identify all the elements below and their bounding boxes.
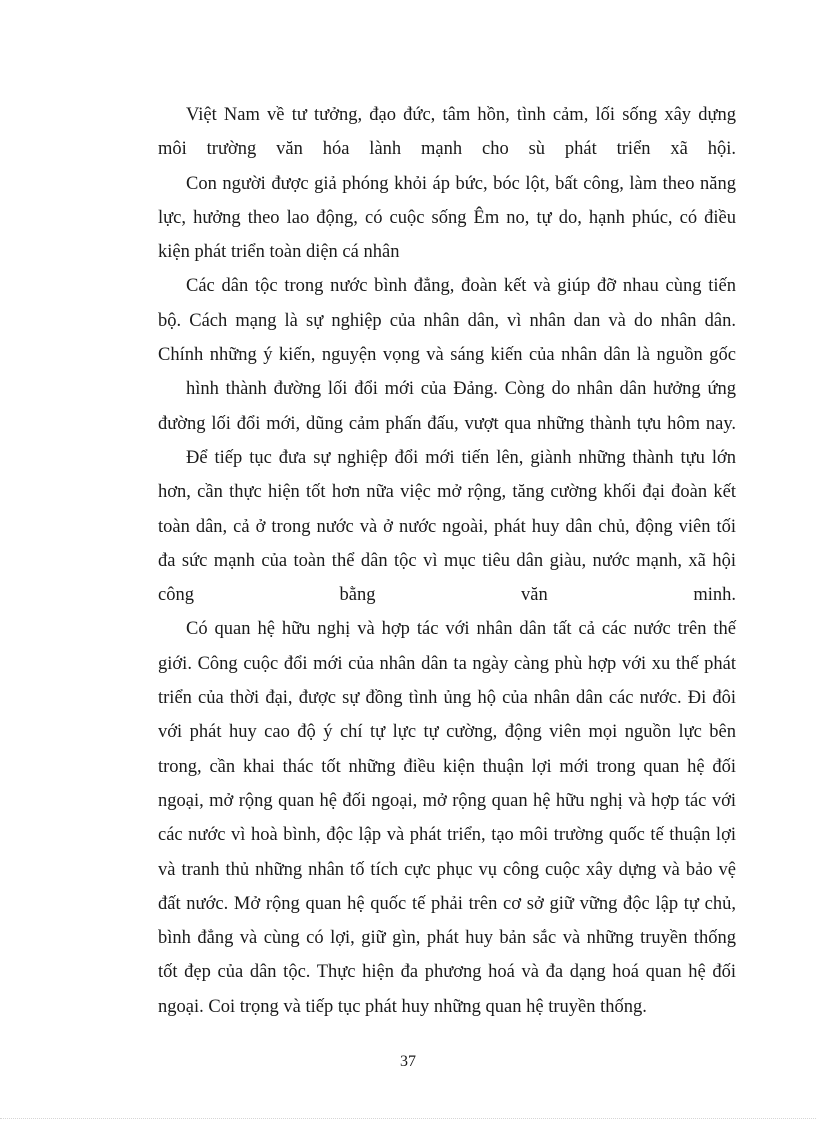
- text-line: đa sức mạnh của toàn thể dân tộc vì mục tiêu dân giàu, nước mạnh, xã hội: [158, 550, 736, 571]
- text-line: Con người được giả phóng khỏi áp bức, bóc lột, bất công, làm theo năng: [186, 173, 736, 194]
- text-line: ngoại, mở rộng quan hệ đối ngoại, mở rộng quan hệ hữu nghị và hợp tác với: [158, 790, 736, 811]
- text-line: tốt đẹp của dân tộc. Thực hiện đa phương hoá và đa dạng hoá quan hệ đối: [158, 962, 736, 983]
- text-line: Việt Nam về tư tưởng, đạo đức, tâm hồn, tình cảm, lối sống xây dựng: [186, 105, 736, 125]
- text-line: Các dân tộc trong nước bình đẳng, đoàn kết và giúp đỡ nhau cùng tiến: [186, 276, 736, 297]
- text-line: ngoại. Coi trọng và tiếp tục phát huy những quan hệ truyền thống.: [158, 996, 647, 1017]
- text-line: bộ. Cách mạng là sự nghiệp của nhân dân, vì nhân dan và do nhân dân.: [158, 310, 736, 331]
- text-line: hơn, cần thực hiện tốt hơn nữa việc mở rộng, tăng cường khối đại đoàn kết: [158, 482, 736, 503]
- text-line: toàn dân, cả ở trong nước và ở nước ngoài, phát huy dân chủ, động viên tối: [158, 516, 736, 537]
- text-line: và tranh thủ những nhân tố tích cực phục vụ công cuộc xây dựng và bảo vệ: [158, 859, 736, 880]
- text-line: với phát huy cao độ ý chí tự lực tự cường, động viên mọi nguồn lực bên: [158, 722, 736, 743]
- text-line: các nước vì hoà bình, độc lập và phát triển, tạo môi trường quốc tế thuận lợi: [158, 825, 736, 846]
- page-bottom-edge: [0, 1118, 816, 1119]
- text-line: Có quan hệ hữu nghị và hợp tác với nhân dân tất cả các nước trên thế: [186, 619, 736, 640]
- text-line: kiện phát triển toàn diện cá nhân: [158, 242, 400, 263]
- text-line: hình thành đường lối đổi mới của Đảng. Còng do nhân dân hưởng ứng: [186, 379, 736, 400]
- text-line: môi trường văn hóa lành mạnh cho sù phát triển xã hội.: [158, 139, 736, 160]
- text-line: triển của thời đại, được sự đồng tình ủng hộ của nhân dân các nước. Đi đôi: [158, 688, 736, 709]
- text-line: giới. Công cuộc đổi mới của nhân dân ta ngày càng phù hợp với xu thế phát: [158, 653, 736, 674]
- text-line: lực, hưởng theo lao động, có cuộc sống Êm no, tự do, hạnh phúc, có điều: [158, 207, 736, 228]
- text-line: Để tiếp tục đưa sự nghiệp đổi mới tiến lên, giành những thành tựu lớn: [186, 447, 736, 468]
- text-line: trong, cần khai thác tốt những điều kiện thuận lợi mới trong quan hệ đối: [158, 756, 736, 777]
- text-line: Chính những ý kiến, nguyện vọng và sáng kiến của nhân dân là nguồn gốc: [158, 345, 736, 366]
- text-line: công bằng văn minh.: [158, 585, 736, 606]
- text-line: đường lối đổi mới, dũng cảm phấn đấu, vượt qua những thành tựu hôm nay.: [158, 413, 736, 434]
- text-line: đất nước. Mở rộng quan hệ quốc tế phải trên cơ sở giữ vững độc lập tự chủ,: [158, 893, 736, 914]
- text-line: bình đẳng và cùng có lợi, giữ gìn, phát huy bản sắc và những truyền thống: [158, 928, 736, 949]
- body-text: [158, 98, 736, 1024]
- page-number: 37: [400, 1053, 416, 1070]
